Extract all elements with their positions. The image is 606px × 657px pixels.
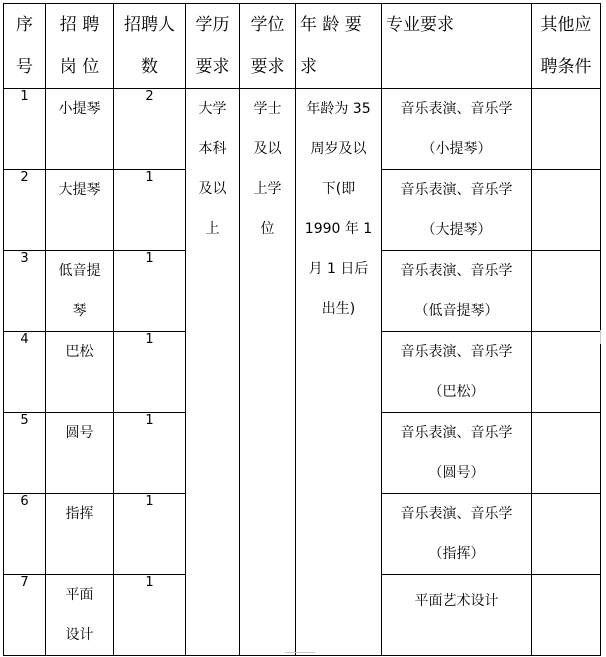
cell-seq: 3: [4, 251, 46, 332]
cell-line: 音乐表演、音乐学: [400, 425, 513, 441]
cell-major: [382, 332, 532, 413]
recruitment-table: [3, 3, 601, 656]
cell-line: 平面: [65, 587, 94, 603]
edge-mark: [285, 652, 315, 653]
cell-seq: 4: [4, 332, 46, 413]
header-education: [186, 4, 240, 89]
header-major: [382, 4, 532, 89]
cell-line: 及以: [253, 141, 282, 157]
cell-other: [532, 494, 601, 575]
cell-major: [382, 251, 532, 332]
cell-line: 设计: [65, 627, 94, 643]
cell-line: 音乐表演、音乐学: [400, 182, 513, 198]
cell-line: 平面艺术设计: [414, 593, 499, 609]
cell-line: 要求: [250, 57, 285, 77]
cell-other: [532, 251, 601, 332]
header-count: [114, 4, 186, 89]
cell-line: 圆号: [65, 425, 94, 441]
cell-line: 求: [300, 57, 317, 77]
cell-other: [532, 170, 601, 251]
cell-count: 1: [114, 332, 186, 413]
header-degree: [240, 4, 296, 89]
cell-line: 指挥: [65, 506, 94, 522]
cell-line: 学士: [253, 101, 282, 117]
cell-post: [46, 251, 114, 332]
cell-line: 大学: [198, 101, 227, 117]
cell-line: 1990 年 1: [304, 221, 373, 237]
cell-line: 本科: [198, 141, 227, 157]
cell-line: 音乐表演、音乐学: [400, 101, 513, 117]
cell-line: 号: [16, 57, 33, 77]
cell-seq: 7: [4, 575, 46, 656]
cell-line: 小提琴: [58, 101, 101, 117]
cell-line: 及以: [198, 181, 227, 197]
header-age: [296, 4, 382, 89]
cell-count: 2: [114, 89, 186, 170]
cell-seq: 2: [4, 170, 46, 251]
cell-line: 下(即: [321, 181, 356, 197]
cell-line: 专业要求: [386, 15, 454, 35]
cell-line: 年龄为 35: [306, 101, 371, 117]
cell-other: [532, 332, 601, 413]
cell-post: [46, 575, 114, 656]
cell-line: 巴松: [65, 344, 94, 360]
cell-line: 周岁及以: [310, 141, 367, 157]
cell-line: 音乐表演、音乐学: [400, 506, 513, 522]
cell-line: 要求: [195, 57, 230, 77]
cell-line: 年 龄 要: [300, 15, 362, 35]
cell-line: 出生): [321, 301, 356, 317]
header-seq: [4, 4, 46, 89]
cell-line: 序: [16, 15, 33, 35]
cell-line: 低音提: [58, 263, 101, 279]
cell-line: （圆号）: [428, 465, 485, 481]
cell-seq: 6: [4, 494, 46, 575]
cell-count: 1: [114, 494, 186, 575]
cell-major: [382, 494, 532, 575]
cell-seq: 1: [4, 89, 46, 170]
cell-line: 聘条件: [540, 57, 592, 77]
cell-line: 上: [205, 221, 220, 237]
cell-seq: 5: [4, 413, 46, 494]
cell-line: 其他应: [540, 15, 592, 35]
header-other: [532, 4, 601, 89]
cell-line: （巴松）: [428, 384, 485, 400]
cell-major: [382, 170, 532, 251]
cell-line: 岗 位: [59, 57, 100, 77]
cell-line: 数: [141, 57, 158, 77]
cell-line: 招聘人: [124, 15, 175, 35]
cell-line: 大提琴: [58, 182, 101, 198]
cell-major: [382, 89, 532, 170]
cell-line: 招 聘: [59, 15, 100, 35]
cell-line: （大提琴）: [421, 222, 492, 238]
table-body: [4, 89, 601, 656]
cell-line: （低音提琴）: [414, 303, 499, 319]
cell-other: [532, 413, 601, 494]
cell-post: [46, 332, 114, 413]
cell-education: [186, 89, 240, 656]
cell-other: [532, 575, 601, 656]
cell-line: 学位: [250, 15, 285, 35]
cell-line: 音乐表演、音乐学: [400, 344, 513, 360]
cell-degree: [240, 89, 296, 656]
cell-count: 1: [114, 575, 186, 656]
cell-count: 1: [114, 170, 186, 251]
cell-major: [382, 575, 532, 656]
cell-line: 位: [260, 221, 275, 237]
cell-major: [382, 413, 532, 494]
header-row: [4, 4, 601, 89]
edge-mark: [600, 330, 601, 344]
cell-count: 1: [114, 251, 186, 332]
cell-line: 琴: [72, 303, 87, 319]
cell-post: [46, 89, 114, 170]
cell-post: [46, 494, 114, 575]
cell-line: 上学: [253, 181, 282, 197]
cell-line: （小提琴）: [421, 141, 492, 157]
cell-post: [46, 413, 114, 494]
header-post: [46, 4, 114, 89]
cell-line: （指挥）: [428, 546, 485, 562]
cell-line: 学历: [195, 15, 230, 35]
cell-age: [296, 89, 382, 656]
cell-other: [532, 89, 601, 170]
cell-line: 音乐表演、音乐学: [400, 263, 513, 279]
cell-post: [46, 170, 114, 251]
cell-line: 月 1 日后: [308, 261, 369, 277]
cell-count: 1: [114, 413, 186, 494]
table-row: [4, 89, 601, 170]
